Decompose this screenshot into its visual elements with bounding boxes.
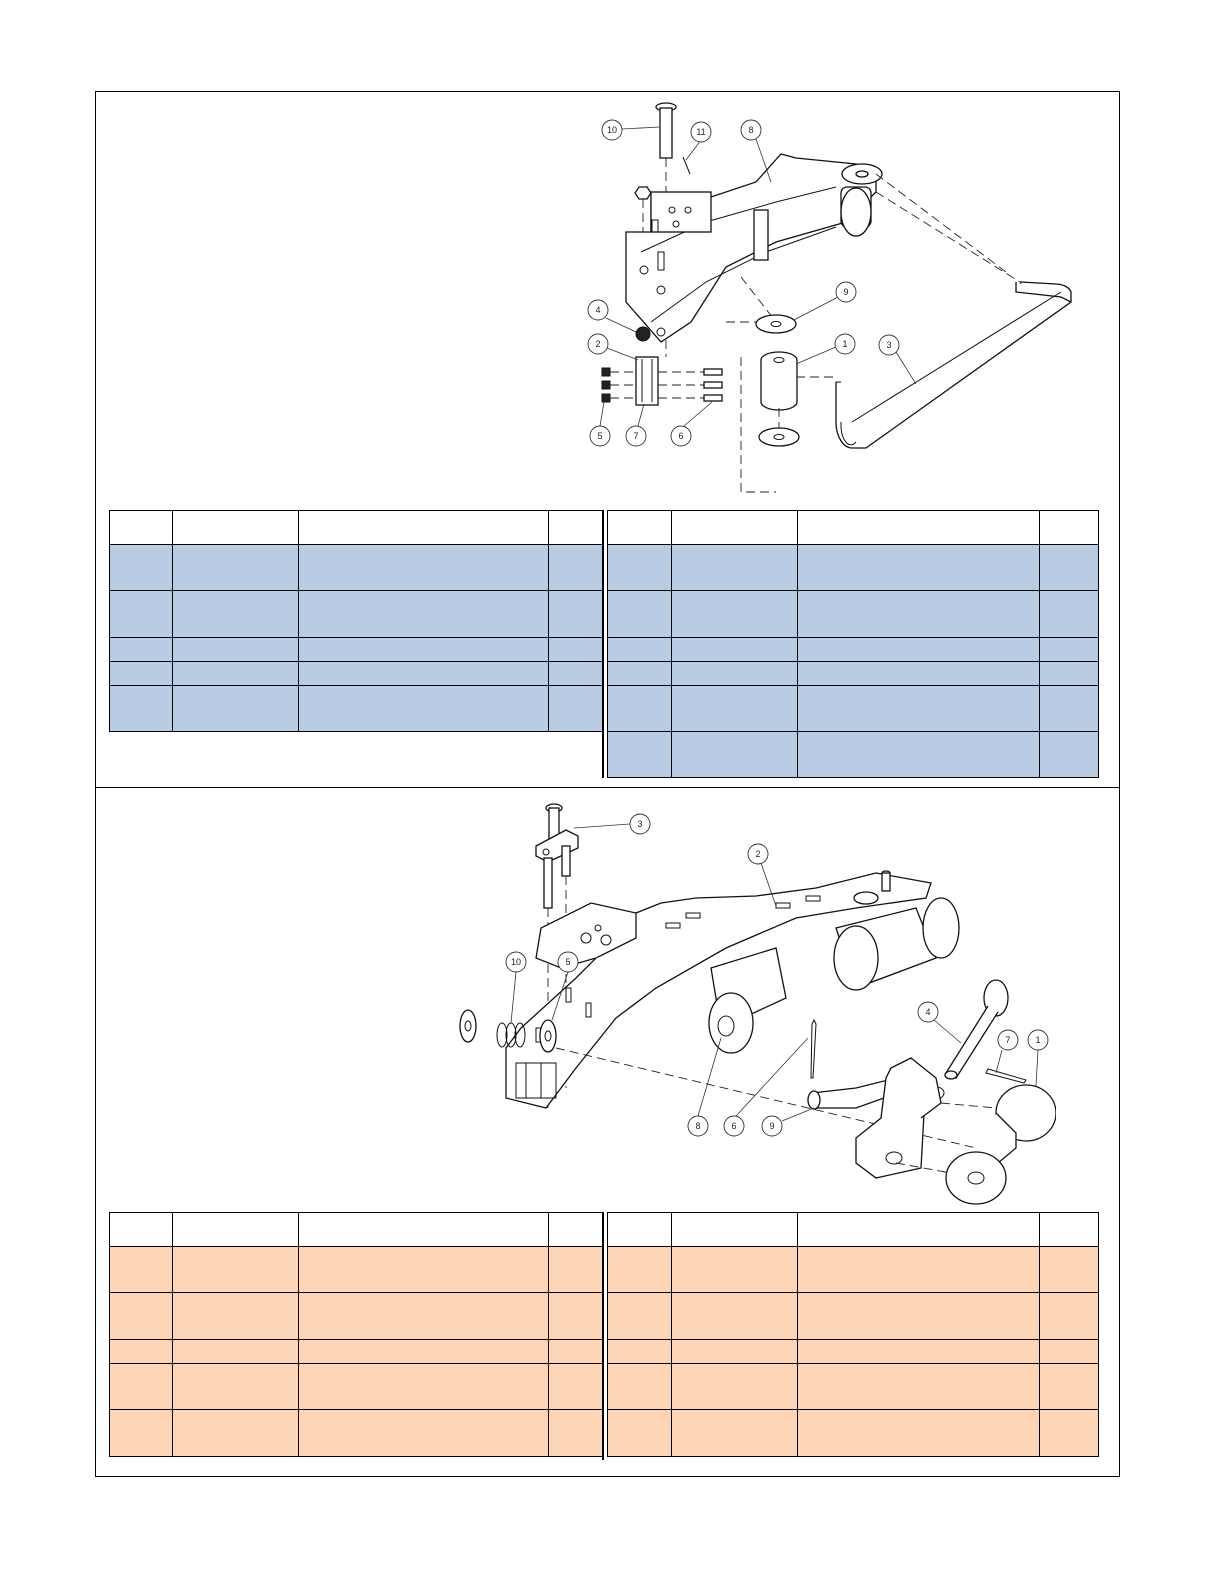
bom-cell <box>608 686 672 732</box>
bom-header-cell <box>299 511 549 545</box>
balloon-9 <box>762 1108 814 1136</box>
bom-cell <box>549 1410 604 1457</box>
balloon-7 <box>996 1030 1018 1073</box>
bom-row <box>608 638 1099 662</box>
bom-cell <box>798 1364 1040 1410</box>
bom-cell <box>1040 1247 1099 1293</box>
bom-row <box>608 591 1099 638</box>
bom-cell <box>299 638 549 662</box>
bom-header-cell <box>798 511 1040 545</box>
bom-table-top-right <box>607 510 1099 778</box>
bom-cell <box>173 1364 299 1410</box>
bom-header-cell <box>672 511 798 545</box>
svg-text:1: 1 <box>842 339 848 349</box>
bom-cell <box>1040 1364 1099 1410</box>
bom-row <box>110 1247 604 1293</box>
svg-text:7: 7 <box>1005 1035 1011 1045</box>
strap-part <box>836 282 1071 448</box>
bottom-assembly-panel <box>95 787 1120 1477</box>
bom-cell <box>608 545 672 591</box>
balloon-10 <box>602 120 660 140</box>
svg-text:2: 2 <box>595 339 601 349</box>
bom-row <box>608 1340 1099 1364</box>
bom-header-cell <box>608 511 672 545</box>
swing-arm-part <box>626 154 882 342</box>
bom-header-cell <box>110 511 173 545</box>
bom-header-row <box>110 511 604 545</box>
balloon-6 <box>671 402 712 446</box>
balloon-9 <box>794 282 856 320</box>
svg-text:4: 4 <box>925 1007 931 1017</box>
bom-cell <box>110 1293 173 1340</box>
balloon-7 <box>626 404 646 446</box>
svg-text:7: 7 <box>633 431 639 441</box>
bom-cell <box>549 1364 604 1410</box>
bom-cell <box>1040 732 1099 778</box>
bom-row <box>110 1364 604 1410</box>
bom-row <box>608 1293 1099 1340</box>
pin-part <box>656 103 676 158</box>
bom-row <box>110 1293 604 1340</box>
svg-text:4: 4 <box>595 305 601 315</box>
bom-header-cell <box>798 1213 1040 1247</box>
bom-table-bottom-right <box>607 1212 1099 1457</box>
bom-row <box>608 686 1099 732</box>
bom-cell <box>173 662 299 686</box>
clamp-bracket-part <box>636 357 658 405</box>
bom-table-top-left <box>109 510 604 732</box>
bom-cell <box>798 732 1040 778</box>
bom-cell <box>549 1293 604 1340</box>
bom-cell <box>173 638 299 662</box>
roller-part <box>761 352 797 410</box>
svg-text:9: 9 <box>843 287 849 297</box>
bom-cell <box>549 1247 604 1293</box>
bom-cell <box>110 1247 173 1293</box>
bom-divider-bottom <box>602 1212 604 1460</box>
balloon-5 <box>590 402 610 446</box>
bottom-exploded-drawing <box>336 788 1056 1208</box>
bom-cell <box>608 662 672 686</box>
top-exploded-drawing <box>476 92 1076 507</box>
bunk-roller-part <box>946 1085 1056 1204</box>
bom-header-row <box>110 1213 604 1247</box>
bom-cell <box>299 1410 549 1457</box>
bom-header-row <box>608 1213 1099 1247</box>
balloon-11 <box>686 122 711 160</box>
bom-cell <box>608 732 672 778</box>
bom-cell <box>798 1410 1040 1457</box>
svg-text:6: 6 <box>678 431 684 441</box>
bom-cell <box>299 591 549 638</box>
bom-cell <box>110 545 173 591</box>
bom-cell <box>299 686 549 732</box>
bom-cell <box>1040 1340 1099 1364</box>
bom-cell <box>798 591 1040 638</box>
bom-header-cell <box>299 1213 549 1247</box>
bom-cell <box>173 1410 299 1457</box>
bom-row <box>110 638 604 662</box>
bom-cell <box>110 662 173 686</box>
bom-cell <box>110 1410 173 1457</box>
bom-cell <box>549 545 604 591</box>
bom-cell <box>110 1340 173 1364</box>
svg-text:2: 2 <box>755 849 761 859</box>
bom-row <box>110 1410 604 1457</box>
bom-row <box>110 591 604 638</box>
bom-cell <box>173 1293 299 1340</box>
svg-text:10: 10 <box>606 125 618 135</box>
bom-cell <box>798 686 1040 732</box>
svg-text:6: 6 <box>731 1121 737 1131</box>
bom-header-cell <box>549 1213 604 1247</box>
bom-cell <box>608 1340 672 1364</box>
bom-cell <box>608 1247 672 1293</box>
bom-cell <box>173 545 299 591</box>
svg-text:10: 10 <box>510 957 522 967</box>
bom-cell <box>1040 591 1099 638</box>
balloon-8 <box>688 1038 721 1136</box>
bom-cell <box>549 662 604 686</box>
axle-bracket-part <box>808 1058 944 1178</box>
bom-header-cell <box>549 511 604 545</box>
bom-row <box>608 1364 1099 1410</box>
bom-row <box>608 732 1099 778</box>
bom-cell <box>798 662 1040 686</box>
bom-row <box>608 1410 1099 1457</box>
bom-cell <box>672 1410 798 1457</box>
bom-cell <box>299 1293 549 1340</box>
svg-text:5: 5 <box>565 957 571 967</box>
svg-text:8: 8 <box>695 1121 701 1131</box>
bom-cell <box>1040 638 1099 662</box>
bom-cell <box>672 591 798 638</box>
bom-cell <box>110 591 173 638</box>
bom-cell <box>110 638 173 662</box>
bom-row <box>110 662 604 686</box>
balloon-4 <box>918 1002 961 1043</box>
bom-cell <box>299 662 549 686</box>
bom-cell <box>299 1247 549 1293</box>
bom-row <box>110 1340 604 1364</box>
bom-cell <box>608 1410 672 1457</box>
svg-text:3: 3 <box>637 819 643 829</box>
bom-row <box>608 545 1099 591</box>
svg-text:8: 8 <box>748 125 754 135</box>
balloon-2 <box>588 334 638 360</box>
bom-cell <box>299 545 549 591</box>
balloon-10 <box>506 952 526 1023</box>
bom-cell <box>549 686 604 732</box>
bom-cell <box>110 1364 173 1410</box>
svg-text:11: 11 <box>696 127 706 137</box>
bom-table-bottom-left <box>109 1212 604 1457</box>
bom-cell <box>608 1364 672 1410</box>
balloon-1 <box>1028 1030 1048 1086</box>
bom-header-cell <box>173 1213 299 1247</box>
bom-cell <box>549 638 604 662</box>
bom-cell <box>672 662 798 686</box>
bom-header-cell <box>608 1213 672 1247</box>
balloon-1 <box>796 334 855 364</box>
bom-cell <box>173 1247 299 1293</box>
svg-text:3: 3 <box>886 340 892 350</box>
bom-header-row <box>608 511 1099 545</box>
bom-cell <box>672 1340 798 1364</box>
bom-cell <box>672 638 798 662</box>
bom-cell <box>672 545 798 591</box>
bom-cell <box>299 1340 549 1364</box>
bom-header-cell <box>672 1213 798 1247</box>
balloon-3 <box>574 814 650 834</box>
bom-row <box>110 545 604 591</box>
bom-header-cell <box>173 511 299 545</box>
bom-cell <box>173 686 299 732</box>
bom-header-cell <box>110 1213 173 1247</box>
bom-cell <box>173 591 299 638</box>
bom-header-cell <box>1040 511 1099 545</box>
bom-row <box>608 662 1099 686</box>
bom-cell <box>173 1340 299 1364</box>
bom-cell <box>299 1364 549 1410</box>
bom-cell <box>672 1293 798 1340</box>
top-assembly-panel <box>95 91 1120 788</box>
bom-row <box>608 1247 1099 1293</box>
bom-cell <box>1040 686 1099 732</box>
bom-cell <box>798 1293 1040 1340</box>
bom-cell <box>672 732 798 778</box>
svg-text:9: 9 <box>769 1121 775 1131</box>
bom-cell <box>672 686 798 732</box>
bom-cell <box>798 638 1040 662</box>
bom-cell <box>798 1247 1040 1293</box>
bom-cell <box>549 591 604 638</box>
bom-cell <box>1040 1293 1099 1340</box>
bom-header-cell <box>1040 1213 1099 1247</box>
bom-cell <box>798 1340 1040 1364</box>
bom-cell <box>110 686 173 732</box>
bom-row <box>110 686 604 732</box>
bom-cell <box>549 1340 604 1364</box>
bom-cell <box>1040 662 1099 686</box>
bom-divider-top <box>602 510 604 778</box>
bom-cell <box>1040 1410 1099 1457</box>
svg-text:1: 1 <box>1035 1035 1041 1045</box>
bom-cell <box>608 591 672 638</box>
latch-pin-part <box>536 804 578 908</box>
bom-cell <box>1040 545 1099 591</box>
bom-cell <box>672 1364 798 1410</box>
bom-cell <box>672 1247 798 1293</box>
bom-cell <box>608 638 672 662</box>
bom-cell <box>798 545 1040 591</box>
svg-text:5: 5 <box>597 431 603 441</box>
bom-cell <box>608 1293 672 1340</box>
